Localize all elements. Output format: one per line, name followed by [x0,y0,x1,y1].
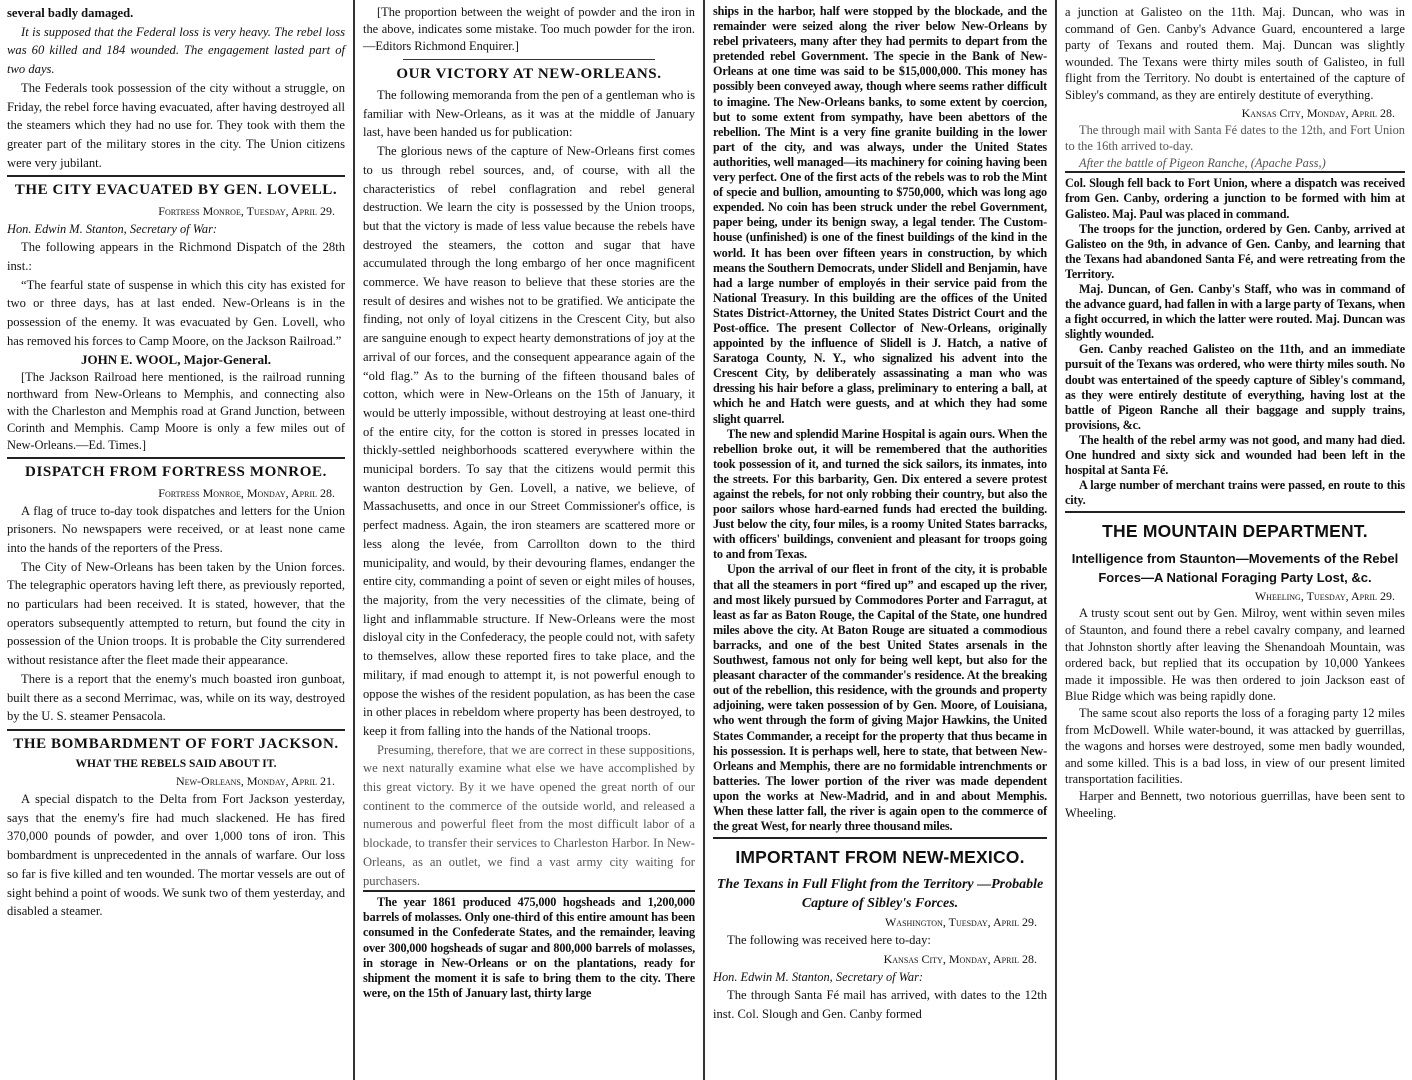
paragraph: A flag of truce to-day took dispatches and letters for the Union prisoners. No newspapers were received, or at least none came into the hands of the reporters of the Press. [7,503,345,555]
signature: JOHN E. WOOL, Major-General. [81,351,271,367]
headline: THE MOUNTAIN DEPARTMENT. [1102,521,1368,542]
column-rule [703,0,705,1080]
paragraph: A trusty scout sent out by Gen. Milroy, went within seven miles of Staunton, and found there a rebel cavalry company, and learned that Johnston shortly after leaving the Shenandoah Mountain, was ordered back, but replied that its occupation by 10,000 Yankees made it impossible. He was then ordered to join Jackson east of Blue Ridge which was being rapidly done. [1065,606,1405,704]
paragraph: The Federals took possession of the city without a struggle, on Friday, the rebel force having evacuated, after having destroyed all the steamers which they had no use for. They took with them the greater part of the military stores in the city. The Union citizens were very jubilant. [7,80,345,170]
paragraph: Maj. Duncan, of Gen. Canby's Staff, who was in command of the advance guard, had fallen in with a large party of Texans, when a fight occurred, in which the latter were routed. Maj. Duncan was slightly wounded. [1065,282,1405,342]
dateline: Kansas City, Monday, April 28. [1241,105,1395,120]
headline: THE BOMBARDMENT OF FORT JACKSON. [13,735,339,752]
paragraph: several badly damaged. [7,6,134,20]
paragraph: The year 1861 produced 475,000 hogsheads and 1,200,000 barrels of molasses. Only one-third of this entire amount has been consumed in the Confederate States, and the remainder, leaving over 300,000 hogsheads of sugar and 800,000 barrels of molasses, in storage in New-Orleans or on the plantations, ready for shipment the moment it is safe to bring them to the city. There were, on the 15th of January last, thirty large [363,895,695,1000]
column-2 [356,0,702,1080]
column-rule [1055,0,1057,1080]
subheadline: WHAT THE REBELS SAID ABOUT IT. [75,757,277,770]
paragraph: It is supposed that the Federal loss is very heavy. The rebel loss was 60 killed and 184 wounded. The engagement lasted part of two days. [7,24,345,77]
divider [7,175,345,177]
dateline: Fortress Monroe, Tuesday, April 29. [158,204,335,219]
salutation: Hon. Edwin M. Stanton, Secretary of War: [7,222,218,237]
column-1 [0,0,352,1080]
subheadline: Intelligence from Staunton—Movements of the Rebel Forces—A National Foraging Party Lost, &c. [1071,551,1399,586]
divider [7,457,345,459]
paragraph: The same scout also reports the loss of a foraging party 12 miles from McDowell. While water-bound, it was attacked by guerrillas, the wagons and horses were destroyed, some men badly wounded, and some killed. This is a bad loss, in view of our present limited transportation facilities. [1065,705,1405,787]
dateline: Kansas City, Monday, April 28. [883,951,1037,966]
paragraph: Col. Slough fell back to Fort Union, where a dispatch was received from Gen. Canby, ordering a junction to be formed with him at Galisteo. Maj. Paul was placed in command. [1065,176,1405,221]
paragraph: After the battle of Pigeon Ranche, (Apache Pass,) [1079,155,1326,170]
headline: THE CITY EVACUATED BY GEN. LOVELL. [14,182,338,199]
divider [403,59,655,60]
paragraph: The new and splendid Marine Hospital is again ours. When the rebellion broke out, it will be remembered that the authorities took possession of it, and turned the sick sailors, its inmates, into the streets. For this barbarity, Gen. Dix entered a severe protest against the rebels, for not only robbing their country, but also the poor sailors whose hard-earned funds had erected the building. Just below the city, four miles, is a roomy United States barracks, with officers' buildings, convenient and pleasant for troops going to and from Texas. [713,426,1047,562]
dateline: Washington, Tuesday, April 29. [884,915,1037,930]
column-rule [353,0,355,1080]
paragraph: Harper and Bennett, two notorious guerrillas, have been sent to Wheeling. [1065,788,1405,820]
divider [713,837,1047,839]
divider [1065,511,1405,513]
paragraph: ships in the harbor, half were stopped by the blockade, and the remainder were seized along the river below New-Orleans by rebel privateers, many after they had permits to depart from the pretended rebel Government. The specie in the Bank of New-Orleans at one time was said to be $15,000,000. This money has possibly been conveyed away, though where seems rather difficult to imagine. The New-Orleans banks, to some extent by coercion, but to some extent from sympathy, have been abettors of the rebellion. The Mint is a very fine granite building in the lower part of the city, and was always, under the United States authorities, well managed—its machinery for coining having been very perfect. One of the first acts of the rebels was to rob the Mint of specie and bullion, amounting to $750,000, which was long ago expended. No coin has been struck under the rebel Government, paper being, under its benign sway, a legal tender. The Custom-house (unfinished) is one of the finest buildings of the kind in the world. It has been over fifteen years in construction, by which means the Southern Democrats, under Slidell and Benjamin, have had a large number of employés in their service paid from the National Treasury. In this building are the offices of the United States District-Attorney, the United States District Court and the Post-office. The present Collector of New-Orleans, originally appointed by the influence of Slidell is J. Hatch, a native of Saratoga County, N. Y., who signalized his advent into the Crescent City, by deliberately assassinating a man who was dressing his hair before a glass, preliminary to entering a ball, at which he and Hatch were guests, and at which they had some slight quarrel. [713,4,1047,426]
paragraph: The following appears in the Richmond Dispatch of the 28th inst.: [7,240,345,274]
paragraph: A large number of merchant trains were passed, en route to this city. [1065,478,1405,508]
column-4 [1058,0,1412,1080]
highlighted-block [1065,171,1405,508]
dateline: New-Orleans, Monday, April 21. [175,773,335,788]
editor-note: [The proportion between the weight of powder and the iron in the above, indicates some mistake. Too much powder for the iron.—Editors Richmond Enquirer.] [363,5,695,53]
subheadline: The Texans in Full Flight from the Territory —Probable Capture of Sibley's Forces. [716,877,1044,912]
paragraph: The glorious news of the capture of New-Orleans first comes to us through rebel sources, and, of course, with all the characteristics of rebel conflagration and rebel general destruction. We learn the city is possessed by the Union troops, but that the victory is made of less value because the rebels have destroyed the steamers, the cotton and sugar that have accumulated through the long embargo of her once magnificent commerce. We have reason to believe that these stories are the result of desires and wishes not to be gratified. We anticipate the finding, not only of loyal citizens in the Crescent City, but also are sanguine enough to expect hearty demonstrations of joy at the arrival of our forces, and the consequent appearance again of the “old flag.” As to the burning of the fifteen thousand bales of cotton, which were in New-Orleans on the 15th of January, it would be utterly impossible, without destroying at least one-third of the entire city, for the cotton is stored in presses located in thickly-settled neighborhoods scattered everywhere within the municipal borders. To say that the citizens would permit this wanton destruction by Gen. Lovell, a native, we believe, of Massachusetts, and once in our Street Commissioner's office, is perfect madness. Again, the iron steamers are scattered more or less along the levée, from Carrollton down to the third municipality, and would, by their devouring flames, endanger the entire city, commanding a point of seven or eight miles of houses, the majority, from the very necessities of the climate, being of light and inflammable structure. If New-Orleans were the most disloyal city in the Confederacy, the people could not, with safety to themselves, allow these reported fires to take place, and the military, if mad enough to attempt it, is not powerful enough to oppose the wishes of the resident population, as has been the case in other places in rebeldom where property has been destroyed, to keep it from falling into the hands of the National troops. [363,144,695,738]
headline: OUR VICTORY AT NEW-ORLEANS. [396,66,662,82]
salutation: Hon. Edwin M. Stanton, Secretary of War: [713,969,924,984]
paragraph: The troops for the junction, ordered by Gen. Canby, arrived at Galisteo on the 9th, in advance of Gen. Canby, and learning that the Texans had abandoned Santa Fé, and were retreating from the Territory. [1065,221,1405,281]
paragraph: Gen. Canby reached Galisteo on the 11th, and an immediate pursuit of the Texans was ordered, who were thirty miles south. No doubt was entertained of the speedy capture of Sibley's command, as they were entirely destitute of everything, having lost at the battle of Pigeon Ranche all their baggage and supply trains, provisions, &c. [1065,342,1405,432]
paragraph: a junction at Galisteo on the 11th. Maj. Duncan, who was in command of Gen. Canby's Advance Guard, encountered a large party of Texans and routed them. Maj. Duncan was slightly wounded. The Texans were thirty miles south of Galisteo, in full flight from the Territory. No doubt is entertained of the capture of Sibley's command, as they are entirely destitute of everything. [1065,5,1405,102]
column-3 [706,0,1054,1080]
paragraph: The through mail with Santa Fé dates to the 12th, and Fort Union to the 16th arrived to-day. [1065,122,1405,154]
paragraph: “The fearful state of suspense in which this city has existed for two or three days, has at last ended. New-Orleans is in the possession of the enemy. It was evacuated by Gen. Lovell, who has removed his forces to Camp Moore, on the Jackson Railroad.” [7,277,345,348]
paragraph: There is a report that the enemy's much boasted iron gunboat, built there as a second Merrimac, was, while on its way, destroyed by the U. S. steamer Pensacola. [7,671,345,724]
paragraph: The following was received here to-day: [727,933,931,948]
paragraph: The City of New-Orleans has been taken by the Union forces. The telegraphic operators having left there, as previously reported, no particulars had been received. It is stated, however, that the operators subsequently attempted to return, but found the city in possession of the Union troops. It is probable the City surrendered without resistance after the fleet made their appearance. [7,559,345,668]
highlighted-block [363,890,695,1001]
paragraph: Presuming, therefore, that we are correct in these suppositions, we next naturally examine what else we have accomplished by this great victory. By it we have opened the great north of our continent to the commerce of the outside world, and released a numerous and powerful fleet from the most difficult labor of a blockade, to transfer their services to Charleston Harbor. In New-Orleans, as an outlet, we find a vast army city waiting for purchasers. [363,742,695,888]
headline: DISPATCH FROM FORTRESS MONROE. [25,463,327,480]
editor-note: [The Jackson Railroad here mentioned, is the railroad running northward from New-Orleans to Memphis, and connecting also with the Charleston and Memphis road at Grand Junction, between Corinth and Memphis. Camp Moore is only a few miles out of New-Orleans.—Ed. Times.] [7,369,345,452]
paragraph: The health of the rebel army was not good, and many had died. One hundred and sixty sick and wounded had been left in the hospital at Santa Fé. [1065,432,1405,478]
headline: IMPORTANT FROM NEW-MEXICO. [735,847,1025,868]
paragraph: A special dispatch to the Delta from Fort Jackson yesterday, says that the enemy's fire had much slackened. He has fired 370,000 pounds of powder, and over 1,000 tons of iron. This bombardment is unprecedented in the annals of warfare. Our loss so far is five killed and ten wounded. The mortar vessels are out of sight behind a point of woods. We sunk two of them yesterday, and disabled a steamer. [7,791,345,919]
paragraph: The through Santa Fé mail has arrived, with dates to the 12th inst. Col. Slough and Gen. Canby formed [713,987,1047,1021]
dateline: Fortress Monroe, Monday, April 28. [158,485,335,500]
divider [7,729,345,731]
dateline: Wheeling, Tuesday, April 29. [1254,589,1395,604]
paragraph: Upon the arrival of our fleet in front of the city, it is probable that all the steamers in port “fired up” and escaped up the river, and most likely pursued by Commodores Porter and Farragut, at least as far as Baton Rouge, the Capital of the State, one hundred miles above the city. At Baton Rouge are situated a commodious barracks, and one of the best United States arsenals in the Southwest, famous not only for being well kept, but also for the pleasant character of the commander's residence. At the breaking out of the rebellion, this residence, with the grounds and property adjoining, were taken possession of by Gen. Moore, of Louisiana, who went through the form of giving Major Hawkins, the United States Commander, a receipt for the property that thus became in his possession. It is perhaps well, here to state, that between New-Orleans and Memphis, there are no formidable intrenchments or batteries. The lower portion of the river was made dependent upon the works at New-Madrid, and in and about Memphis. When these latter fall, the river is again open to the commerce of the great West, for nearly three thousand miles. [713,562,1047,834]
paragraph: The following memoranda from the pen of a gentleman who is familiar with New-Orleans, as it was at the middle of January last, have been handed us for publication: [363,88,695,140]
